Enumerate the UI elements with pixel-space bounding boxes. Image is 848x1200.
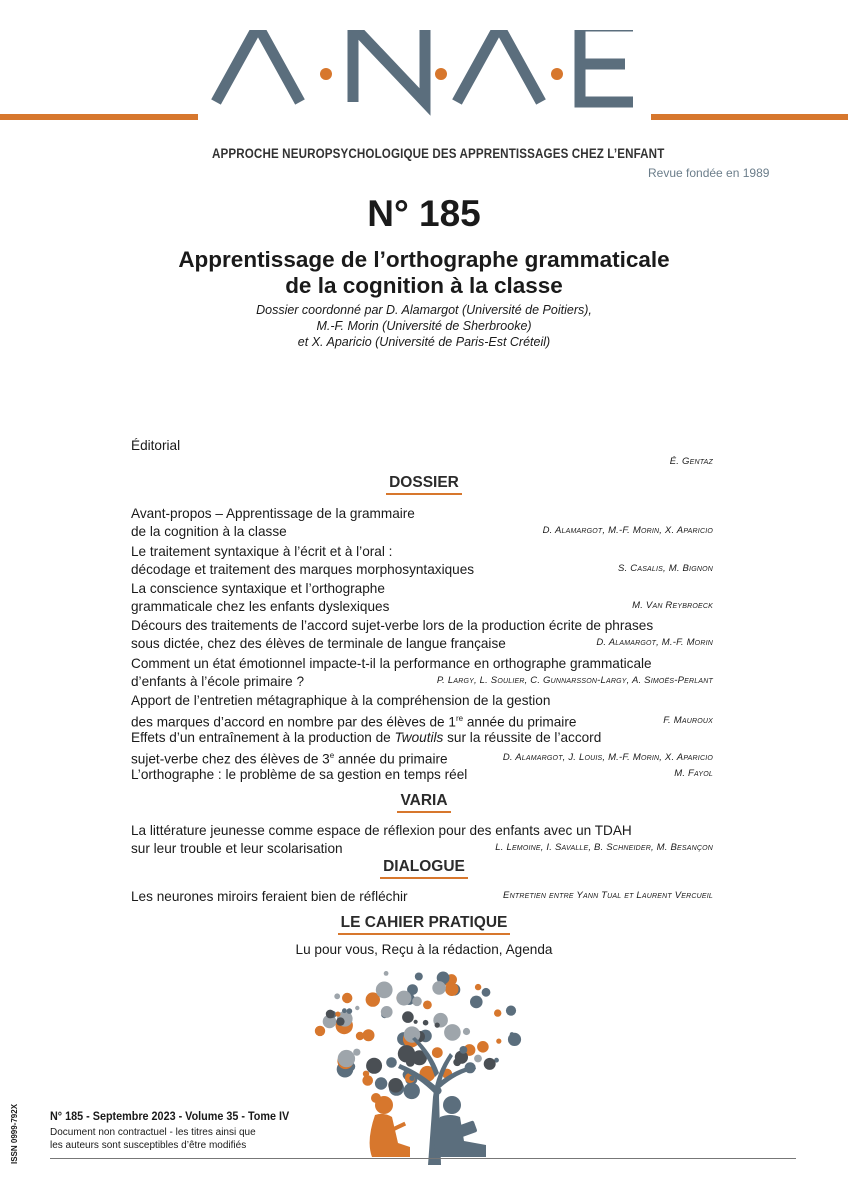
tree-dot xyxy=(496,1039,501,1044)
issn-label: ISSN 0999-792X xyxy=(10,1103,19,1164)
tree-dot xyxy=(444,1024,461,1041)
tree-dot xyxy=(460,1046,468,1054)
boy-figure-icon xyxy=(435,1096,486,1157)
tree-dot xyxy=(470,996,483,1009)
tree-dot xyxy=(342,993,352,1003)
tree-dot xyxy=(347,1008,353,1014)
coord-line-2: M.-F. Morin (Université de Sherbrooke) xyxy=(316,319,532,333)
tree-dot xyxy=(414,1020,418,1024)
entry-authors: F. Mauroux xyxy=(663,715,713,727)
journal-subtitle: APPROCHE NEUROPSYCHOLOGIQUE DES APPRENTISSAGES CHEZ L’ENFANT xyxy=(212,146,665,161)
tree-dot xyxy=(474,1055,482,1063)
editorial-entry xyxy=(131,437,713,471)
entry-line-2: d’enfants à l’école primaire ? xyxy=(131,673,305,689)
tree-dots xyxy=(315,971,521,1099)
toc-entry xyxy=(131,692,713,731)
tree-dot xyxy=(363,1029,375,1041)
entry-authors: D. Alamargot, J. Louis, M.-F. Morin, X. Aparicio xyxy=(502,752,713,764)
toc-entry xyxy=(131,655,713,690)
entry-line-2: sous dictée, chez des élèves de terminale de langue française xyxy=(131,635,506,651)
toc-entry xyxy=(131,729,713,768)
tree-dot xyxy=(386,1057,397,1068)
tree-dot xyxy=(445,983,458,996)
editorial-author: É. Gentaz xyxy=(669,455,713,467)
entry-authors: D. Alamargot, M.-F. Morin xyxy=(596,636,713,648)
entry-line-1: L’orthographe : le problème de sa gestion en temps réel xyxy=(131,767,468,782)
tree-dot xyxy=(362,1075,373,1086)
tree-dot xyxy=(494,1009,501,1016)
tree-dot xyxy=(388,1078,403,1093)
editorial-title: Éditorial xyxy=(131,438,181,453)
tree-dot xyxy=(415,973,423,981)
entry-authors: M. Van Reybroeck xyxy=(632,599,713,611)
tree-dot xyxy=(477,1041,489,1053)
entry-line-2: sujet-verbe chez des élèves de 3e année du primaire xyxy=(131,750,448,767)
tree-dot xyxy=(384,971,389,976)
entry-line-1: Comment un état émotionnel impacte-t-il la performance en orthographe grammaticale xyxy=(131,656,652,671)
tree-dot xyxy=(342,1008,347,1013)
entry-line-1: Avant-propos – Apprentissage de la grammaire xyxy=(131,506,415,521)
footer-note xyxy=(50,1126,256,1152)
section-varia xyxy=(0,792,848,813)
tree-dot xyxy=(335,1012,340,1017)
footer-note-line-2: les auteurs sont susceptibles d’être modifiés xyxy=(50,1140,247,1151)
varia-heading: VARIA xyxy=(397,792,450,813)
toc-entry xyxy=(131,766,713,784)
issue-number: N° 185 xyxy=(367,193,481,234)
pratique-subtitle: Lu pour vous, Reçu à la rédaction, Agenda xyxy=(295,942,553,957)
coordination-credits xyxy=(0,302,848,350)
anae-logo xyxy=(0,30,848,140)
footer-issue-line: N° 185 - Septembre 2023 - Volume 35 - Tome IV xyxy=(50,1109,290,1123)
entry-line-2: des marques d’accord en nombre par des élèves de 1re année du primaire xyxy=(131,713,577,730)
entry-authors: D. Alamargot, M.-F. Morin, X. Aparicio xyxy=(542,524,713,536)
toc-entry xyxy=(131,543,713,578)
section-dialogue xyxy=(0,858,848,879)
tree-dot xyxy=(336,1017,344,1025)
tree-dot xyxy=(423,1001,432,1010)
tree-illustration xyxy=(300,965,540,1165)
tree-dot xyxy=(510,1032,514,1036)
tree-dot xyxy=(432,981,446,995)
toc-entry xyxy=(131,580,713,615)
tree-dot xyxy=(353,1049,360,1056)
tree-dot xyxy=(398,1045,415,1062)
girl-figure-icon xyxy=(370,1093,410,1157)
tree-dot xyxy=(435,1023,440,1028)
tree-dot xyxy=(506,1006,516,1016)
toc-entry xyxy=(131,888,713,906)
coord-line-3: et X. Aparicio (Université de Paris-Est Créteil) xyxy=(297,335,551,349)
entry-authors: L. Lemoine, I. Savalle, B. Schneider, M. Besançon xyxy=(495,841,713,853)
entry-line-1: Le traitement syntaxique à l’écrit et à l’oral : xyxy=(131,544,393,559)
tree-dot xyxy=(475,984,481,990)
tree-dot xyxy=(363,1071,369,1077)
tree-dot xyxy=(463,1028,470,1035)
theme-line-2: de la cognition à la classe xyxy=(285,273,563,298)
toc-entry xyxy=(131,505,713,540)
tree-dot xyxy=(334,993,340,999)
dialogue-heading: DIALOGUE xyxy=(380,858,468,879)
entry-line-1: Effets d’un entraînement à la production de Twoutils sur la réussite de l’accord xyxy=(131,730,602,745)
tree-dot xyxy=(355,1006,359,1010)
entry-authors: S. Casalis, M. Bignon xyxy=(618,562,713,574)
issue-theme xyxy=(0,247,848,299)
tree-dot xyxy=(482,988,491,997)
tree-dot xyxy=(404,1083,420,1099)
entry-line-1: Décours des traitements de l’accord sujet-verbe lors de la production écrite de phrases xyxy=(131,618,654,633)
tree-dot xyxy=(396,991,411,1006)
entry-line-1: La littérature jeunesse comme espace de réflexion pour des enfants avec un TDAH xyxy=(131,823,632,838)
dossier-heading: DOSSIER xyxy=(386,474,462,495)
section-pratique xyxy=(0,914,848,935)
entry-line-1: Apport de l’entretien métagraphique à la compréhension de la gestion xyxy=(131,693,551,708)
entry-line-1: La conscience syntaxique et l’orthographe xyxy=(131,581,385,596)
tree-dot xyxy=(484,1058,496,1070)
entry-line-2: grammaticale chez les enfants dyslexiques xyxy=(131,598,390,614)
coord-line-1: Dossier coordonné par D. Alamargot (Université de Poitiers), xyxy=(256,303,592,317)
theme-line-1: Apprentissage de l’orthographe grammaticale xyxy=(178,247,670,272)
tree-dot xyxy=(376,982,393,999)
entry-line-1: Les neurones miroirs feraient bien de réfléchir xyxy=(131,889,408,904)
tree-dot xyxy=(402,1011,414,1023)
pratique-heading: LE CAHIER PRATIQUE xyxy=(338,914,511,935)
tree-dot xyxy=(381,1006,393,1018)
tree-dot xyxy=(315,1026,325,1036)
toc-entry xyxy=(131,822,713,857)
bottom-rule xyxy=(50,1158,796,1159)
entry-line-2: de la cognition à la classe xyxy=(131,523,287,539)
section-dossier xyxy=(0,474,848,495)
entry-line-2: sur leur trouble et leur scolarisation xyxy=(131,840,343,856)
tree-dot xyxy=(432,1047,443,1058)
tree-dot xyxy=(338,1050,355,1067)
tree-dot xyxy=(366,1058,382,1074)
entry-authors: P. Largy, L. Soulier, C. Gunnarsson-Largy, A. Simoës-Perlant xyxy=(436,674,713,686)
tree-dot xyxy=(412,997,422,1007)
toc-entry xyxy=(131,617,713,652)
entry-authors: Entretien entre Yann Tual et Laurent Vercueil xyxy=(503,890,713,901)
footer-note-line-1: Document non contractuel - les titres ainsi que xyxy=(50,1127,256,1138)
entry-line-2: décodage et traitement des marques morphosyntaxiques xyxy=(131,561,475,577)
entry-authors: M. Fayol xyxy=(674,768,713,779)
tree-dot xyxy=(423,1020,429,1026)
tree-dot xyxy=(326,1010,335,1019)
founded-note: Revue fondée en 1989 xyxy=(648,166,770,180)
tree-dot xyxy=(375,1077,387,1089)
